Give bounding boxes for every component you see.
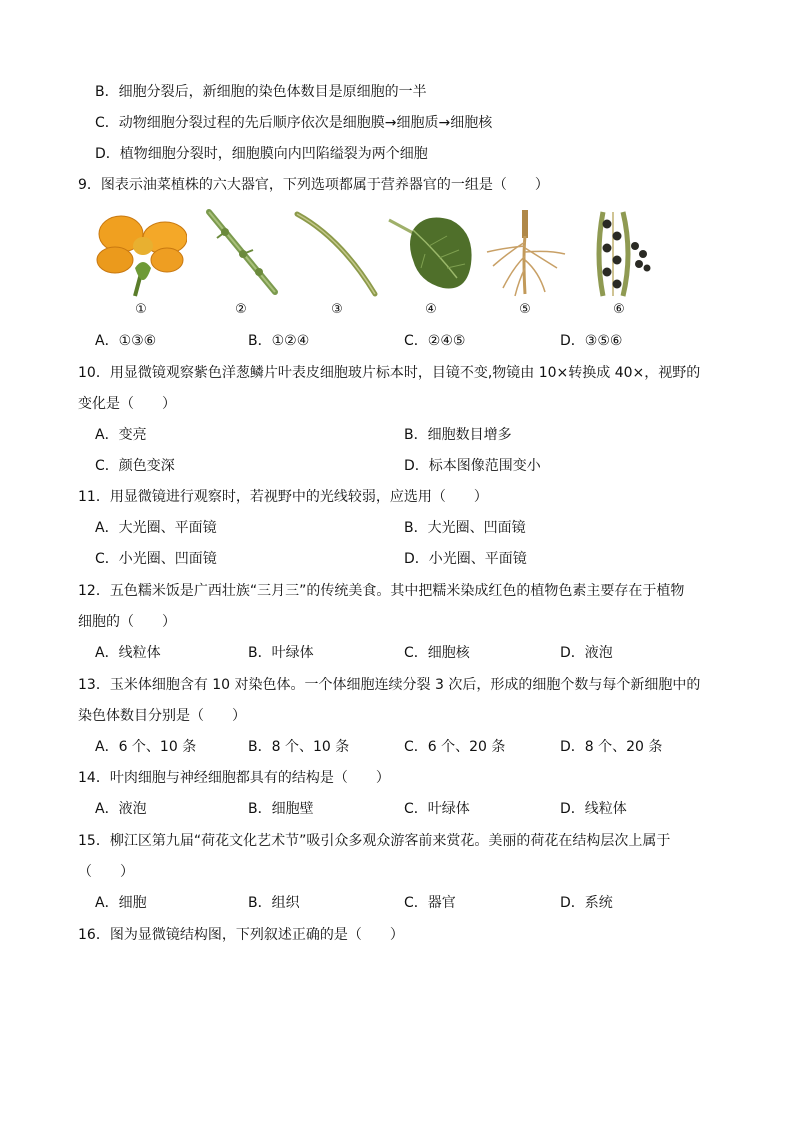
q13-option-b: B．8 个、10 条 (248, 739, 350, 755)
leaf-icon (385, 208, 477, 300)
figure-flower (95, 208, 187, 320)
q15-stem-line1: 15．柳江区第九届“荷花文化艺术节”吸引众多观众游客前来赏花。美丽的荷花在结构层次上属于 (78, 833, 671, 849)
flower-icon (95, 208, 187, 300)
figure-leaf (385, 208, 477, 320)
q12-option-d: D．液泡 (560, 645, 613, 661)
q12-option-a: A．线粒体 (95, 645, 161, 661)
q11-option-c: C．小光圈、凹面镜 (95, 551, 217, 567)
q13-stem-line2: 染色体数目分别是（ ） (78, 708, 246, 724)
q9-option-b: B．①②④ (248, 333, 310, 349)
q10-option-b: B．细胞数目增多 (404, 427, 512, 443)
q12-option-c: C．细胞核 (404, 645, 470, 661)
q11-option-b: B．大光圈、凹面镜 (404, 520, 526, 536)
q13-stem-line1: 13．玉米体细胞含有 10 对染色体。一个体细胞连续分裂 3 次后，形成的细胞个数与每个新细胞中的 (78, 677, 701, 693)
q8-option-b: B．细胞分裂后，新细胞的染色体数目是原细胞的一半 (95, 84, 427, 100)
q10-option-c: C．颜色变深 (95, 458, 175, 474)
q15-option-c: C．器官 (404, 895, 456, 911)
figure-label-1: ① (135, 302, 147, 317)
q15-option-d: D．系统 (560, 895, 613, 911)
figure-stem (195, 208, 287, 320)
figure-label-2: ② (235, 302, 247, 317)
q10-stem-line2: 变化是（ ） (78, 396, 176, 412)
q15-option-a: A．细胞 (95, 895, 147, 911)
q9-option-d: D．③⑤⑥ (560, 333, 623, 349)
fruit-icon (291, 208, 383, 300)
q10-option-a: A．变亮 (95, 427, 147, 443)
q15-option-b: B．组织 (248, 895, 300, 911)
figure-label-5: ⑤ (519, 302, 531, 317)
q14-option-a: A．液泡 (95, 801, 147, 817)
q13-option-d: D．8 个、20 条 (560, 739, 663, 755)
seed-icon (573, 208, 665, 300)
q14-option-d: D．线粒体 (560, 801, 627, 817)
q12-option-b: B．叶绿体 (248, 645, 314, 661)
q10-option-d: D．标本图像范围变小 (404, 458, 541, 474)
q12-stem-line1: 12．五色糯米饭是广西壮族“三月三”的传统美食。其中把糯米染成红色的植物色素主要存在于植物 (78, 583, 685, 599)
figure-fruit (291, 208, 383, 320)
q16-stem: 16．图为显微镜结构图，下列叙述正确的是（ ） (78, 927, 404, 943)
q13-option-a: A．6 个、10 条 (95, 739, 197, 755)
figure-label-3: ③ (331, 302, 343, 317)
figure-label-4: ④ (425, 302, 437, 317)
q11-option-d: D．小光圈、平面镜 (404, 551, 527, 567)
figure-root (479, 208, 571, 320)
q14-stem: 14．叶肉细胞与神经细胞都具有的结构是（ ） (78, 770, 390, 786)
q8-option-c: C．动物细胞分裂过程的先后顺序依次是细胞膜→细胞质→细胞核 (95, 115, 493, 131)
q9-option-c: C．②④⑤ (404, 333, 466, 349)
q14-option-b: B．细胞壁 (248, 801, 314, 817)
figure-seed (573, 208, 665, 320)
root-icon (479, 208, 571, 300)
q13-option-c: C．6 个、20 条 (404, 739, 506, 755)
q12-stem-line2: 细胞的（ ） (78, 614, 176, 630)
q10-stem-line1: 10．用显微镜观察紫色洋葱鳞片叶表皮细胞玻片标本时，目镜不变,物镜由 10×转换成 40×，视野的 (78, 365, 701, 381)
stem-icon (195, 208, 287, 300)
figure-label-6: ⑥ (613, 302, 625, 317)
rapeseed-organs-figure (95, 208, 655, 320)
q15-stem-line2: （ ） (78, 864, 134, 880)
q8-option-d: D．植物细胞分裂时，细胞膜向内凹陷缢裂为两个细胞 (95, 146, 428, 162)
q9-stem: 9．图表示油菜植株的六大器官，下列选项都属于营养器官的一组是（ ） (78, 177, 549, 193)
q9-option-a: A．①③⑥ (95, 333, 157, 349)
q11-option-a: A．大光圈、平面镜 (95, 520, 217, 536)
q14-option-c: C．叶绿体 (404, 801, 470, 817)
q11-stem: 11．用显微镜进行观察时，若视野中的光线较弱，应选用（ ） (78, 489, 488, 505)
